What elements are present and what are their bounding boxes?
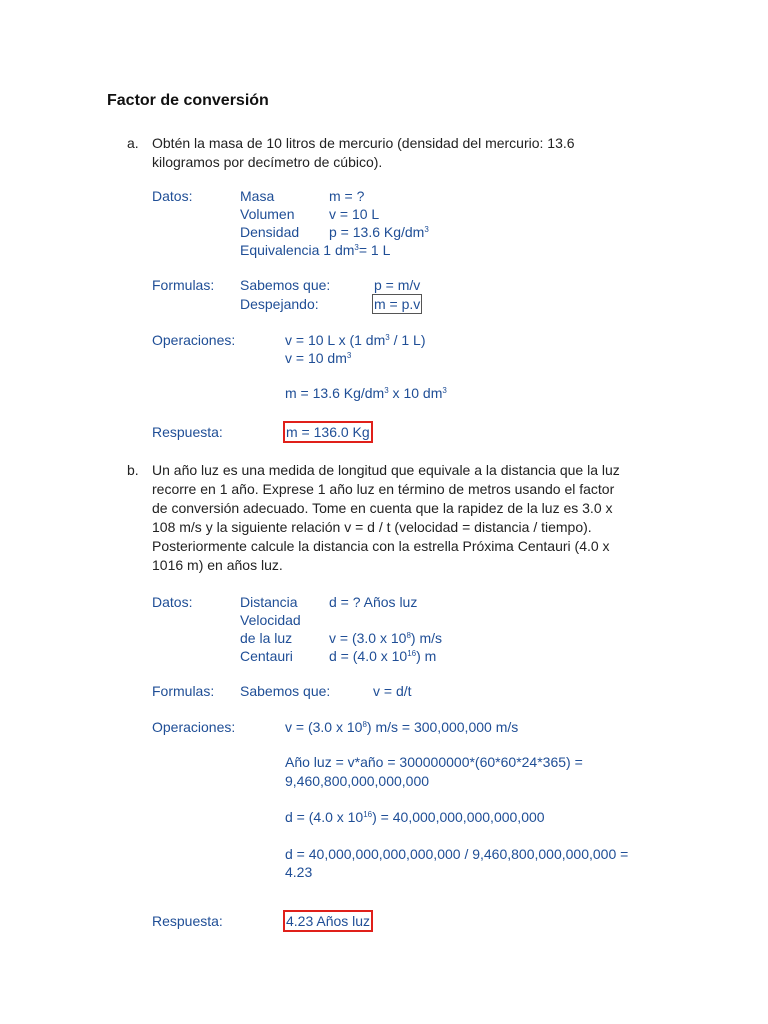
a-datos-label: Datos: [152,188,193,204]
b-operaciones-label: Operaciones: [152,719,236,735]
b-formulas-label: Formulas: [152,683,215,699]
b-respuesta-label: Respuesta: [152,913,223,929]
a-op-mass: m = 13.6 $Kg/dm^3$ x 10 $dm^3$ [285,385,447,401]
b-dato-distancia-value: d = ? Años luz [329,594,418,610]
a-formulas-label: Formulas: [152,277,215,293]
b-formula-sabemos-name: Sabemos que: [240,683,331,699]
b-op-distance: d = (4.0 x $10^{16}) = 40,000,000,000,000,000$ [285,809,545,825]
item-b-question-line-5: Posteriormente calcule la distancia con la estrella Próxima Centauri (4.0 x [152,538,610,554]
a-respuesta-value: m = 136.0 Kg [283,421,373,443]
b-dato-centauri-name: Centauri [240,648,293,664]
item-b-question-line-2: recorre en 1 año. Exprese 1 año luz en término de metros usando el factor [152,481,615,497]
b-op-speed: v = (3.0 x $10^8$) m/s = 300,000,000 m/s [285,719,519,735]
b-dato-distancia-name: Distancia [240,594,298,610]
page-title: Factor de conversión [107,92,269,109]
a-dato-volumen-name: Volumen [240,206,295,222]
item-b-marker: b. [127,462,139,478]
a-formula-sabemos-value: p = m/v [374,277,421,293]
item-a-question-line-1: Obtén la masa de 10 litros de mercurio (densidad del mercurio: 13.6 [152,135,575,151]
a-formula-despejando-value: m = p.v [374,296,421,312]
item-b-question-line-6: 1016 m) en años luz. [152,557,283,573]
b-op-division-line-2: 4.23 [285,864,313,880]
a-op-volume-result: v = 10 $dm^3$ [285,350,352,366]
item-a-marker: a. [127,135,139,151]
b-op-light-year-line-2: 9,460,800,000,000,000 [285,773,430,789]
a-dato-masa-value: m = ? [329,188,365,204]
b-dato-velocidad-value: v = (3.0 x $10^8$) m/s [329,630,442,646]
a-dato-masa-name: Masa [240,188,275,204]
b-respuesta-value: 4.23 Años luz [283,910,373,932]
item-b-question-line-1: Un año luz es una medida de longitud que equivale a la distancia que la luz [152,462,620,478]
b-datos-label: Datos: [152,594,193,610]
a-operaciones-label: Operaciones: [152,332,236,348]
a-respuesta-label: Respuesta: [152,424,223,440]
b-formula-sabemos-value: v = d/t [373,683,412,699]
a-dato-volumen-value: v = 10 L [329,206,380,222]
a-formula-sabemos-name: Sabemos que: [240,277,331,293]
a-dato-densidad-name: Densidad [240,224,300,240]
b-dato-velocidad-name: Velocidad [240,612,301,628]
b-op-division-line-1: d = 40,000,000,000,000,000 / 9,460,800,000,000,000 = [285,846,629,862]
item-a-question-line-2: kilogramos por decímetro de cúbico). [152,154,383,170]
item-b-question-line-3: de conversión adecuado. Tome en cuenta que la rapidez de la luz es 3.0 x [152,500,613,516]
b-op-light-year-line-1: Año luz = v*año = 300000000*(60*60*24*365) = [285,754,583,770]
item-b-question-line-4: 108 m/s y la siguiente relación v = d / t (velocidad = distancia / tiempo). [152,519,592,535]
a-dato-equivalencia: Equivalencia 1 $dm^3= 1$ L [240,242,391,258]
a-op-volume-conversion: v = 10 L x (1 $dm^3 / 1$ L) [285,332,426,348]
a-dato-densidad-value: p = 13.6 $Kg/dm^3$ [329,224,429,240]
b-dato-luz-name: de la luz [240,630,293,646]
b-dato-centauri-value: d = (4.0 x $10^{16}$) m [329,648,437,664]
a-formula-despejando-name: Despejando: [240,296,319,312]
